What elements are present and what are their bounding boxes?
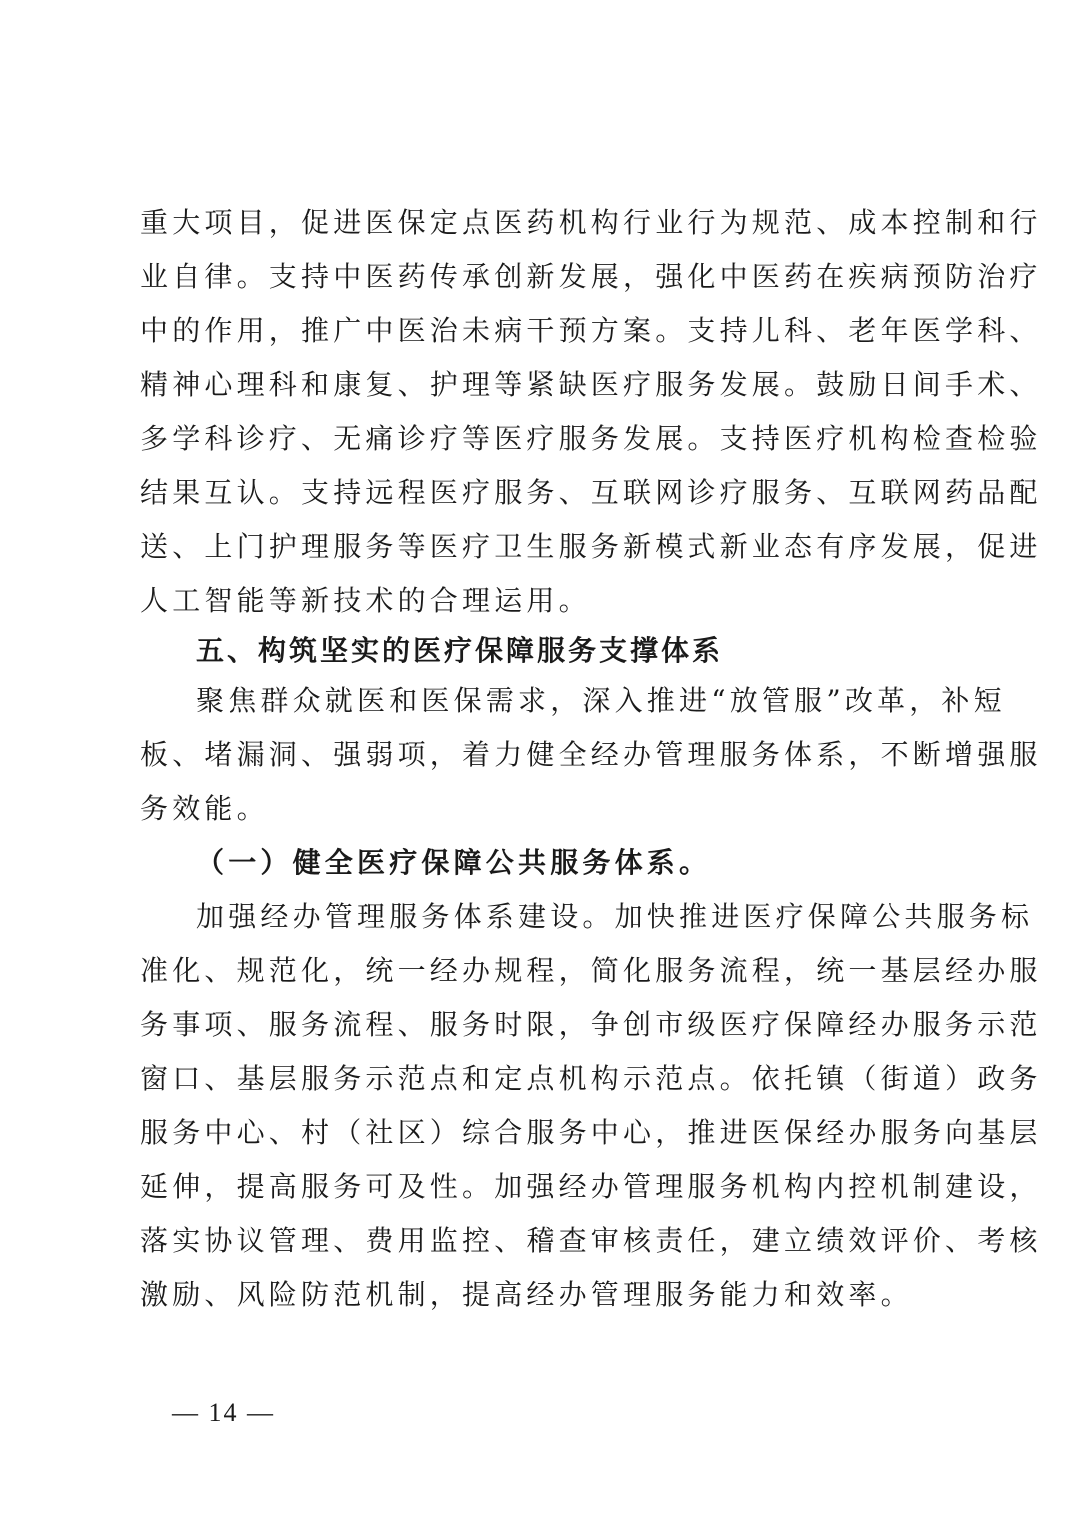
- paragraph-line: 多学科诊疗、无痛诊疗等医疗服务发展。支持医疗机构检查检验: [140, 422, 1042, 455]
- paragraph-line: 落实协议管理、费用监控、稽查审核责任，建立绩效评价、考核: [140, 1224, 1042, 1257]
- subsection-heading: （一）健全医疗保障公共服务体系。: [196, 846, 712, 879]
- paragraph-line: 务效能。: [140, 792, 269, 825]
- page-number: — 14 —: [172, 1398, 275, 1427]
- section-heading: 五、构筑坚实的医疗保障服务支撑体系: [196, 634, 724, 667]
- paragraph-line: 人工智能等新技术的合理运用。: [140, 584, 591, 617]
- paragraph-line: 业自律。支持中医药传承创新发展，强化中医药在疾病预防治疗: [140, 260, 1042, 293]
- paragraph-line: 激励、风险防范机制，提高经办管理服务能力和效率。: [140, 1278, 913, 1311]
- paragraph-line: 窗口、基层服务示范点和定点机构示范点。依托镇（街道）政务: [140, 1062, 1042, 1095]
- paragraph-line: 服务中心、村（社区）综合服务中心，推进医保经办服务向基层: [140, 1116, 1042, 1149]
- paragraph-line: 送、上门护理服务等医疗卫生服务新模式新业态有序发展，促进: [140, 530, 1042, 563]
- paragraph-line: 聚焦群众就医和医保需求，深入推进“放管服”改革，补短: [196, 684, 1006, 717]
- paragraph-line: 精神心理科和康复、护理等紧缺医疗服务发展。鼓励日间手术、: [140, 368, 1042, 401]
- paragraph-line: 结果互认。支持远程医疗服务、互联网诊疗服务、互联网药品配: [140, 476, 1042, 509]
- paragraph-line: 重大项目，促进医保定点医药机构行业行为规范、成本控制和行: [140, 206, 1042, 239]
- paragraph-line: 板、堵漏洞、强弱项，着力健全经办管理服务体系，不断增强服: [140, 738, 1042, 771]
- paragraph-line: 务事项、服务流程、服务时限，争创市级医疗保障经办服务示范: [140, 1008, 1042, 1041]
- paragraph-line: 延伸，提高服务可及性。加强经办管理服务机构内控机制建设，: [140, 1170, 1042, 1203]
- paragraph-line: 中的作用，推广中医治未病干预方案。支持儿科、老年医学科、: [140, 314, 1042, 347]
- paragraph-line: 加强经办管理服务体系建设。加快推进医疗保障公共服务标: [196, 900, 1034, 933]
- paragraph-line: 准化、规范化，统一经办规程，简化服务流程，统一基层经办服: [140, 954, 1042, 987]
